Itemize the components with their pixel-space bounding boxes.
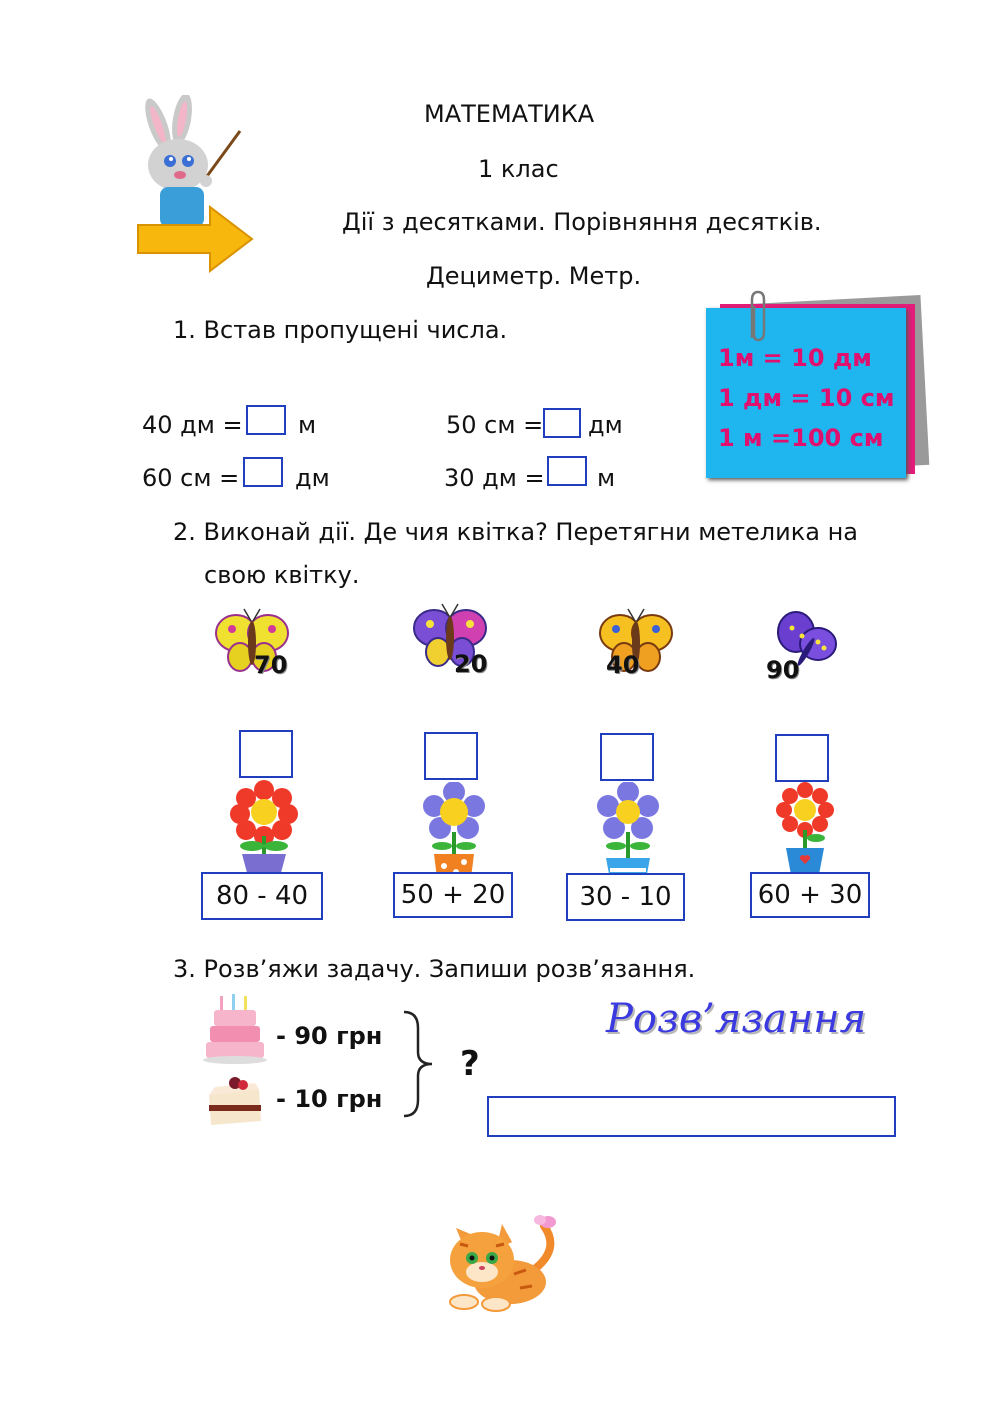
- flower-pot-icon: [228, 780, 300, 884]
- cake-icon: [202, 994, 268, 1064]
- curly-brace-icon: [400, 1008, 436, 1120]
- task1-item-2-left: 50 см =: [446, 411, 544, 439]
- task3-heading: 3. Розв’яжи задачу. Запиши розв’язання.: [173, 955, 696, 983]
- paperclip-icon: [746, 290, 770, 344]
- page-title: МАТЕМАТИКА: [424, 100, 595, 128]
- flower-answer-box-1[interactable]: [239, 730, 293, 778]
- task2-heading-line-2: свою квітку.: [204, 561, 360, 589]
- kitten-icon: [440, 1208, 564, 1314]
- expression-box-1: [201, 872, 323, 920]
- expression-4: 60 + 30: [757, 880, 863, 910]
- grade-label: 1 клас: [478, 155, 559, 183]
- flower-pot-2: [420, 782, 488, 886]
- butterfly-number-2: 20: [454, 650, 488, 678]
- butterfly-item-3[interactable]: [598, 605, 674, 677]
- solution-label: Розв’язання: [606, 996, 867, 1042]
- task1-item-1-left: 40 дм =: [142, 411, 243, 439]
- task1-item-2-right: дм: [588, 411, 623, 439]
- task1-item-4-right: м: [597, 464, 616, 492]
- expression-box-2: [393, 872, 513, 918]
- flower-pot-4: [776, 782, 834, 882]
- butterfly-number-4: 90: [766, 656, 800, 684]
- task1-heading: 1. Встав пропущені числа.: [173, 316, 508, 344]
- note-line-1: 1м = 10 дм: [718, 344, 872, 372]
- flower-pot-icon: [776, 782, 834, 882]
- flower-answer-box-2[interactable]: [424, 732, 478, 780]
- question-mark: ?: [460, 1044, 480, 1084]
- task1-answer-box-1[interactable]: [246, 405, 286, 435]
- slice-price: - 10 грн: [276, 1085, 383, 1113]
- task2-heading-line-1: 2. Виконай дії. Де чия квітка? Перетягни метелика на: [173, 518, 858, 546]
- expression-box-3: [566, 873, 685, 921]
- topic-line-2: Дециметр. Метр.: [426, 262, 642, 290]
- butterfly-number-3: 40: [606, 651, 640, 679]
- flower-answer-box-4[interactable]: [775, 734, 829, 782]
- solution-input[interactable]: [487, 1096, 896, 1137]
- arrow-right-icon: [136, 205, 254, 273]
- butterfly-item-4[interactable]: [762, 608, 842, 684]
- expression-1: 80 - 40: [215, 881, 309, 911]
- flower-pot-1: [228, 780, 300, 884]
- expression-3: 30 - 10: [579, 882, 672, 912]
- task1-answer-box-2[interactable]: [543, 408, 581, 438]
- butterfly-item-2[interactable]: [412, 600, 488, 678]
- topic-line-1: Дії з десятками. Порівняння десятків.: [342, 208, 822, 236]
- task1-item-4-left: 30 дм =: [444, 464, 545, 492]
- task1-item-3-right: дм: [295, 464, 330, 492]
- expression-box-4: [750, 872, 870, 918]
- cake-price: - 90 грн: [276, 1022, 383, 1050]
- task1-answer-box-3[interactable]: [243, 457, 283, 487]
- note-line-2: 1 дм = 10 см: [718, 384, 895, 412]
- butterfly-item-1[interactable]: [214, 605, 290, 677]
- cake-slice-icon: [205, 1075, 265, 1127]
- butterfly-number-1: 70: [254, 651, 288, 679]
- expression-2: 50 + 20: [400, 880, 506, 910]
- task1-item-3-left: 60 см =: [142, 464, 240, 492]
- unit-note: [700, 290, 935, 480]
- flower-answer-box-3[interactable]: [600, 733, 654, 781]
- note-line-3: 1 м =100 см: [718, 424, 884, 452]
- task1-item-1-right: м: [298, 411, 317, 439]
- task1-answer-box-4[interactable]: [547, 456, 587, 486]
- flower-pot-icon: [420, 782, 488, 886]
